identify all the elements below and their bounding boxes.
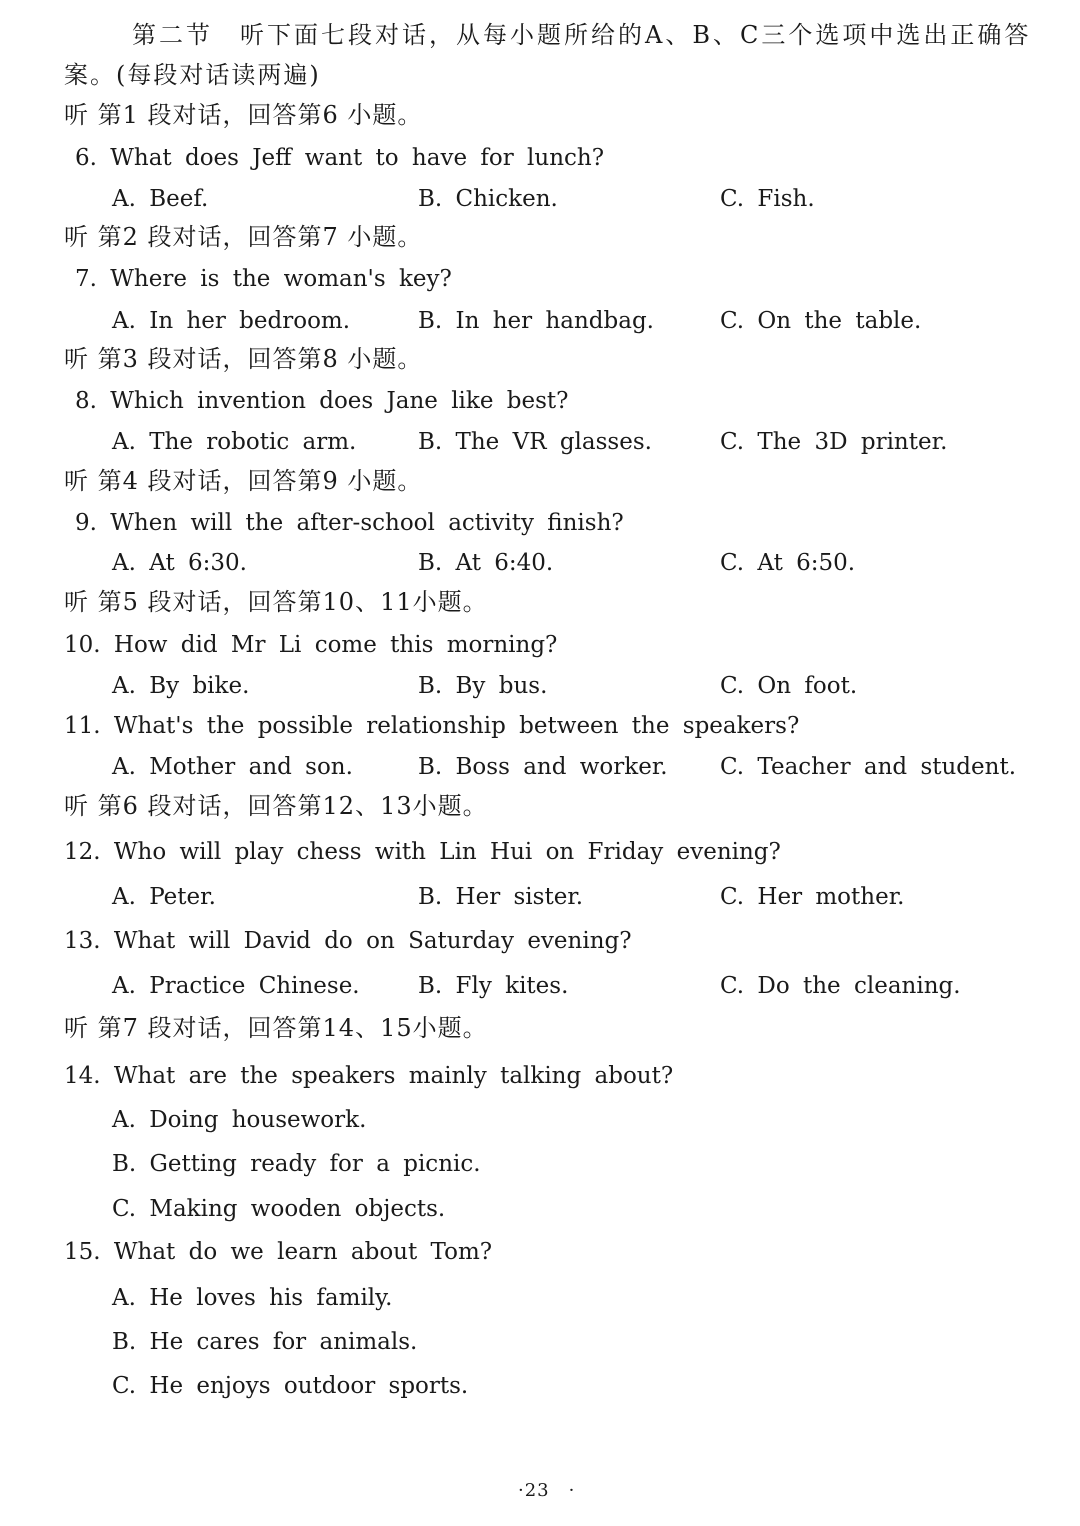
question-15-option-c: C. He enjoys outdoor sports. bbox=[112, 1373, 469, 1399]
question-12: 12. Who will play chess with Lin Hui on Friday evening? bbox=[64, 839, 781, 865]
question-8-option-c: C. The 3D printer. bbox=[720, 429, 948, 455]
question-12-option-c: C. Her mother. bbox=[720, 884, 905, 910]
dialogue-heading-5: 听 第5 段对话，回答第10、11小题。 bbox=[64, 588, 488, 616]
dialogue-heading-4: 听 第4 段对话，回答第9 小题。 bbox=[64, 467, 423, 495]
question-6-option-a: A. Beef. bbox=[112, 186, 209, 212]
question-10-option-a: A. By bike. bbox=[112, 673, 250, 699]
question-14-option-a: A. Doing housework. bbox=[112, 1107, 367, 1133]
question-15: 15. What do we learn about Tom? bbox=[64, 1239, 493, 1265]
question-8: 8. Which invention does Jane like best? bbox=[75, 388, 569, 414]
question-6: 6. What does Jeff want to have for lunch? bbox=[75, 145, 605, 171]
dialogue-heading-6: 听 第6 段对话，回答第12、13小题。 bbox=[64, 792, 488, 820]
question-6-option-c: C. Fish. bbox=[720, 186, 815, 212]
question-8-option-a: A. The robotic arm. bbox=[112, 429, 357, 455]
question-11-option-a: A. Mother and son. bbox=[112, 754, 353, 780]
question-11-option-c: C. Teacher and student. bbox=[720, 754, 1017, 780]
dialogue-heading-1: 听 第1 段对话，回答第6 小题。 bbox=[64, 101, 423, 129]
page-number: ·23 · bbox=[518, 1480, 576, 1501]
question-15-option-a: A. He loves his family. bbox=[112, 1285, 393, 1311]
question-15-option-b: B. He cares for animals. bbox=[112, 1329, 418, 1355]
dialogue-heading-3: 听 第3 段对话，回答第8 小题。 bbox=[64, 345, 423, 373]
section-instructions: 第二节 听下面七段对话，从每小题所给的A、B、C三个选项中选出正确答 bbox=[132, 21, 1032, 49]
question-10-option-c: C. On foot. bbox=[720, 673, 858, 699]
question-7: 7. Where is the woman's key? bbox=[75, 266, 452, 292]
question-13-option-c: C. Do the cleaning. bbox=[720, 973, 961, 999]
question-13: 13. What will David do on Saturday evening? bbox=[64, 928, 632, 954]
dialogue-heading-2: 听 第2 段对话，回答第7 小题。 bbox=[64, 223, 423, 251]
question-13-option-a: A. Practice Chinese. bbox=[112, 973, 360, 999]
question-11: 11. What's the possible relationship between the speakers? bbox=[64, 713, 800, 739]
question-14: 14. What are the speakers mainly talking about? bbox=[64, 1063, 674, 1089]
section-instructions-continued: 案。(每段对话读两遍) bbox=[64, 61, 321, 89]
question-9: 9. When will the after-school activity finish? bbox=[75, 510, 624, 536]
question-12-option-a: A. Peter. bbox=[112, 884, 216, 910]
question-7-option-b: B. In her handbag. bbox=[418, 308, 654, 334]
question-13-option-b: B. Fly kites. bbox=[418, 973, 569, 999]
question-8-option-b: B. The VR glasses. bbox=[418, 429, 652, 455]
question-7-option-c: C. On the table. bbox=[720, 308, 922, 334]
question-11-option-b: B. Boss and worker. bbox=[418, 754, 668, 780]
question-10: 10. How did Mr Li come this morning? bbox=[64, 632, 558, 658]
question-10-option-b: B. By bus. bbox=[418, 673, 548, 699]
question-9-option-b: B. At 6:40. bbox=[418, 550, 554, 576]
question-9-option-c: C. At 6:50. bbox=[720, 550, 856, 576]
question-9-option-a: A. At 6:30. bbox=[112, 550, 247, 576]
question-7-option-a: A. In her bedroom. bbox=[112, 308, 351, 334]
question-14-option-b: B. Getting ready for a picnic. bbox=[112, 1151, 481, 1177]
dialogue-heading-7: 听 第7 段对话，回答第14、15小题。 bbox=[64, 1014, 488, 1042]
question-14-option-c: C. Making wooden objects. bbox=[112, 1196, 446, 1222]
question-12-option-b: B. Her sister. bbox=[418, 884, 584, 910]
question-6-option-b: B. Chicken. bbox=[418, 186, 558, 212]
